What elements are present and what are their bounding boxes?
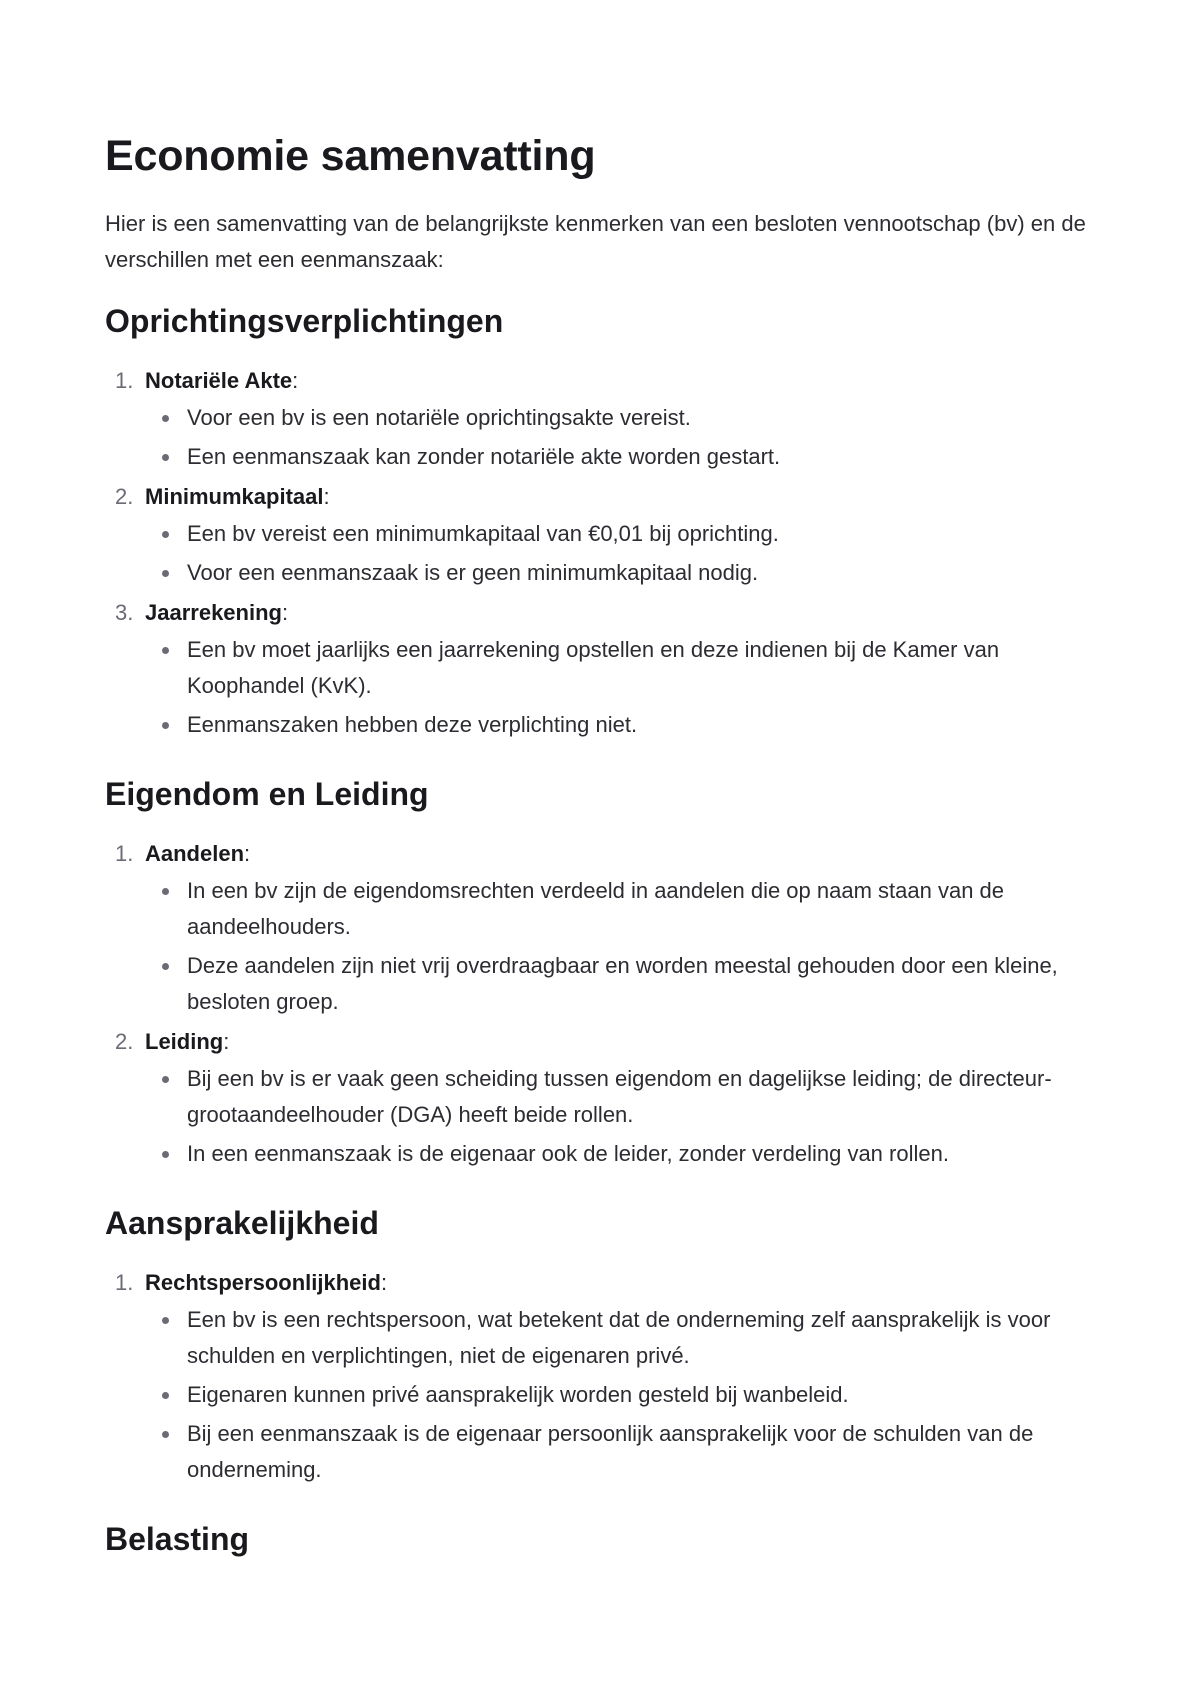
bullet-text: Een bv vereist een minimumkapitaal van €0,01 bij oprichting.: [187, 521, 779, 546]
bullet-list: [145, 632, 1095, 743]
list-item: 2. Leiding: Bij een bv is er vaak geen scheiding tussen eigendom en dagelijkse leiding; de directeur-grootaandeelhouder (DGA) heeft beide rollen. In een eenmanszaak is de eigenaar ook de leider, zonder verdeling van rollen.: [105, 1023, 1095, 1172]
bullet-item: [145, 1136, 1095, 1172]
bullet-item: [145, 632, 1095, 704]
bullet-list: [145, 400, 1095, 475]
bullet-icon: [162, 1431, 169, 1438]
bullet-text: In een bv zijn de eigendomsrechten verdeeld in aandelen die op naam staan van de aandeelhouders.: [187, 878, 1005, 939]
section-oprichtingsverplichtingen: [105, 300, 1095, 743]
section-heading: Oprichtingsverplichtingen: [105, 303, 504, 339]
intro-paragraph: Hier is een samenvatting van de belangrijkste kenmerken van een besloten vennootschap (bv) en de verschillen met een eenmanszaak:: [105, 211, 1086, 272]
bullet-list: [145, 1061, 1095, 1172]
bullet-item: [145, 948, 1095, 1020]
item-name: Jaarrekening: [145, 600, 282, 625]
list-item: 3. Jaarrekening: Een bv moet jaarlijks een jaarrekening opstellen en deze indienen bij de Kamer van Koophandel (KvK). Eenmanszaken hebben deze verplichting niet.: [105, 594, 1095, 743]
list-item: 1. Aandelen: In een bv zijn de eigendomsrechten verdeeld in aandelen die op naam staan van de aandeelhouders. Deze aandelen zijn niet vrij overdraagbaar en worden meestal gehouden door een kleine, besloten groep.: [105, 835, 1095, 1020]
bullet-list: [145, 873, 1095, 1020]
item-number: 2.: [115, 484, 134, 509]
bullet-icon: [162, 570, 169, 577]
section-heading: Aansprakelijkheid: [105, 1205, 379, 1241]
bullet-text: Voor een bv is een notariële oprichtingsakte vereist.: [187, 405, 691, 430]
numbered-list: [105, 362, 1095, 743]
bullet-item: [145, 439, 1095, 475]
item-name: Minimumkapitaal: [145, 484, 324, 509]
bullet-text: Een bv is een rechtspersoon, wat betekent dat de onderneming zelf aansprakelijk is voor schulden en verplichtingen, niet de eigenaren privé.: [187, 1307, 1051, 1368]
bullet-item: [145, 1416, 1095, 1488]
bullet-icon: [162, 1317, 169, 1324]
bullet-text: Een bv moet jaarlijks een jaarrekening opstellen en deze indienen bij de Kamer van Koophandel (KvK).: [187, 637, 1000, 698]
numbered-list: [105, 1264, 1095, 1488]
bullet-item: [145, 516, 1095, 552]
list-item: 2. Minimumkapitaal: Een bv vereist een minimumkapitaal van €0,01 bij oprichting. Voor een eenmanszaak is er geen minimumkapitaal nodig.: [105, 478, 1095, 591]
bullet-icon: [162, 415, 169, 422]
page-title: Economie samenvatting: [105, 132, 596, 180]
bullet-text: Voor een eenmanszaak is er geen minimumkapitaal nodig.: [187, 560, 759, 585]
item-number: 2.: [115, 1029, 134, 1054]
bullet-icon: [162, 888, 169, 895]
section-heading: Belasting: [105, 1521, 250, 1557]
bullet-item: [145, 555, 1095, 591]
bullet-icon: [162, 1392, 169, 1399]
item-number: 1.: [115, 841, 134, 866]
bullet-icon: [162, 722, 169, 729]
numbered-list: [105, 835, 1095, 1172]
bullet-icon: [162, 531, 169, 538]
item-number: 1.: [115, 368, 134, 393]
bullet-text: Eigenaren kunnen privé aansprakelijk worden gesteld bij wanbeleid.: [187, 1382, 849, 1407]
bullet-list: [145, 1302, 1095, 1488]
list-item: 1. Rechtspersoonlijkheid: Een bv is een rechtspersoon, wat betekent dat de onderneming zelf aansprakelijk is voor schulden en verplichtingen, niet de eigenaren privé. Eigenaren kunnen privé aansprakelijk worden gesteld bij wanbeleid. Bij een eenmanszaak is de eigenaar persoonlijk aansprakelijk voor de schulden van de onderneming.: [105, 1264, 1095, 1488]
bullet-text: Een eenmanszaak kan zonder notariële akte worden gestart.: [187, 444, 781, 469]
bullet-icon: [162, 1076, 169, 1083]
list-item: 1. Notariële Akte: Voor een bv is een notariële oprichtingsakte vereist. Een eenmanszaak kan zonder notariële akte worden gestart.: [105, 362, 1095, 475]
bullet-item: [145, 1302, 1095, 1374]
bullet-list: [145, 516, 1095, 591]
section-belasting: [105, 1518, 1095, 1560]
section-heading: Eigendom en Leiding: [105, 776, 429, 812]
bullet-text: Eenmanszaken hebben deze verplichting niet.: [187, 712, 638, 737]
bullet-text: In een eenmanszaak is de eigenaar ook de leider, zonder verdeling van rollen.: [187, 1141, 949, 1166]
item-name: Notariële Akte: [145, 368, 293, 393]
bullet-icon: [162, 963, 169, 970]
bullet-text: Bij een eenmanszaak is de eigenaar persoonlijk aansprakelijk voor de schulden van de onderneming.: [187, 1421, 1034, 1482]
bullet-text: Bij een bv is er vaak geen scheiding tussen eigendom en dagelijkse leiding; de directeur-grootaandeelhouder (DGA) heeft beide rollen.: [187, 1066, 1052, 1127]
bullet-text: Deze aandelen zijn niet vrij overdraagbaar en worden meestal gehouden door een kleine, besloten groep.: [187, 953, 1058, 1014]
bullet-item: [145, 707, 1095, 743]
section-aansprakelijkheid: [105, 1202, 1095, 1488]
bullet-icon: [162, 647, 169, 654]
bullet-icon: [162, 454, 169, 461]
section-eigendom-en-leiding: [105, 773, 1095, 1172]
bullet-item: [145, 1377, 1095, 1413]
item-name: Rechtspersoonlijkheid: [145, 1270, 381, 1295]
bullet-icon: [162, 1151, 169, 1158]
bullet-item: [145, 1061, 1095, 1133]
item-name: Leiding: [145, 1029, 224, 1054]
item-name: Aandelen: [145, 841, 245, 866]
item-number: 1.: [115, 1270, 134, 1295]
bullet-item: [145, 873, 1095, 945]
bullet-item: [145, 400, 1095, 436]
item-number: 3.: [115, 600, 134, 625]
